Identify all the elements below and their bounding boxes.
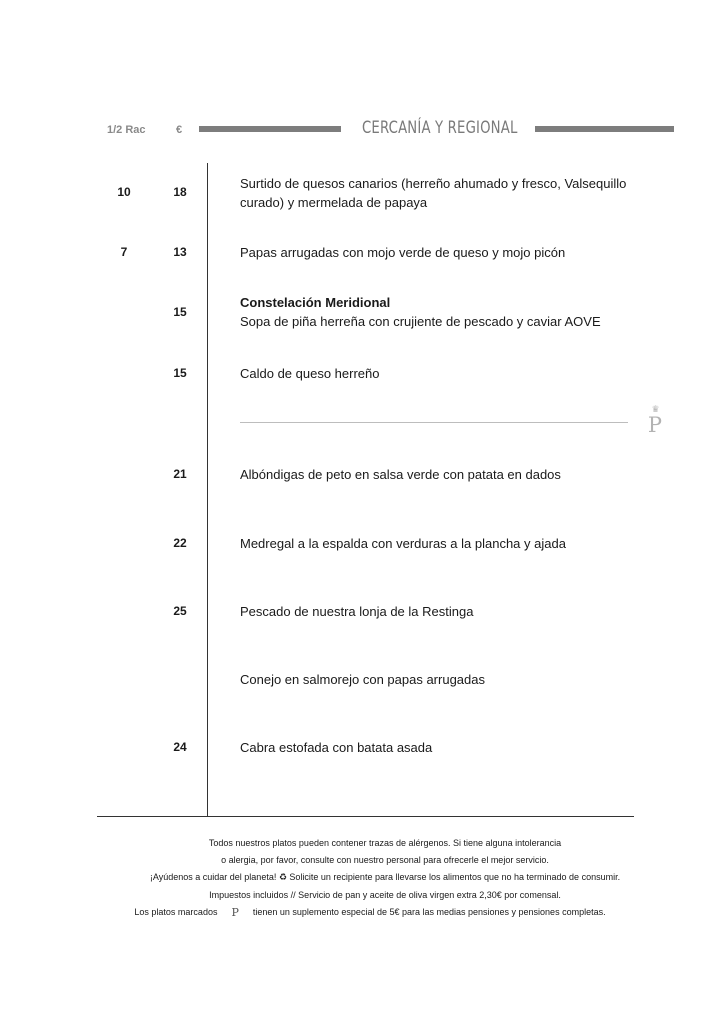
item-5-description: Albóndigas de peto en salsa verde con patata en dados — [240, 467, 561, 482]
item-6-description: Medregal a la espalda con verduras a la plancha y ajada — [240, 536, 566, 551]
menu-bottom-rule — [97, 816, 634, 817]
crown-icon: ♛ — [651, 404, 659, 414]
item-2-description: Papas arrugadas con mojo verde de queso y mojo picón — [240, 245, 566, 260]
item-3-price: 15 — [173, 305, 187, 319]
menu-item — [240, 174, 640, 212]
item-4-description: Caldo de queso herreño — [240, 366, 380, 381]
item-1-description: Surtido de quesos canarios (herreño ahumado y fresco, Valsequillo curado) y mermelada de papaya — [240, 176, 627, 210]
item-4-price: 15 — [173, 366, 187, 380]
item-9-price: 24 — [173, 740, 187, 754]
item-8-description: Conejo en salmorejo con papas arrugadas — [240, 672, 485, 687]
house-emblem — [643, 405, 667, 441]
item-1-half-price: 10 — [117, 185, 131, 199]
menu-item — [240, 738, 640, 757]
emblem-letter: P — [647, 413, 663, 437]
supplement-notice — [70, 906, 670, 919]
allergen-notice: Todos nuestros platos pueden contener trazas de alérgenos. Si tiene alguna intolerancia — [208, 838, 562, 848]
tax-notice: Impuestos incluidos // Servicio de pan y aceite de oliva virgen extra 2,30€ por comensal. — [209, 890, 561, 900]
item-9-description: Cabra estofada con batata asada — [240, 740, 433, 755]
item-1-price: 18 — [173, 185, 187, 199]
menu-item — [240, 364, 640, 383]
planet-notice: ¡Ayúdenos a cuidar del planeta! ♻ Solicite un recipiente para llevarse los alimentos que no ha terminado de consumir. — [149, 872, 621, 882]
item-5-price: 21 — [173, 467, 187, 481]
item-3-description: Sopa de piña herreña con crujiente de pescado y caviar AOVE — [240, 314, 601, 329]
emblem-mark-icon: P — [231, 905, 239, 919]
section-title: CERCANÍA Y REGIONAL — [362, 118, 518, 138]
item-7-price: 25 — [173, 604, 187, 618]
section-divider — [240, 422, 628, 423]
supplement-notice-pre: Los platos marcados — [134, 907, 218, 917]
price-column-divider — [207, 163, 208, 817]
menu-item — [240, 293, 640, 331]
header-bar-left — [199, 126, 341, 132]
menu-item — [240, 243, 640, 262]
half-portion-header: 1/2 Rac — [107, 124, 146, 136]
allergen-notice-cont: o alergia, por favor, consulte con nuestro personal para ofrecerle el mejor servicio. — [221, 855, 549, 865]
item-2-half-price: 7 — [120, 245, 128, 259]
menu-item — [240, 534, 640, 553]
item-6-price: 22 — [173, 536, 187, 550]
item-7-description: Pescado de nuestra lonja de la Restinga — [240, 604, 474, 619]
item-3-name: Constelación Meridional — [240, 295, 391, 310]
item-2-price: 13 — [173, 245, 187, 259]
menu-item — [240, 670, 640, 689]
supplement-notice-post: tienen un suplemento especial de 5€ para las medias pensiones y pensiones completas. — [252, 907, 606, 917]
header-bar-right — [535, 126, 674, 132]
menu-item — [240, 465, 640, 484]
menu-item — [240, 602, 640, 621]
euro-header: € — [176, 124, 183, 136]
